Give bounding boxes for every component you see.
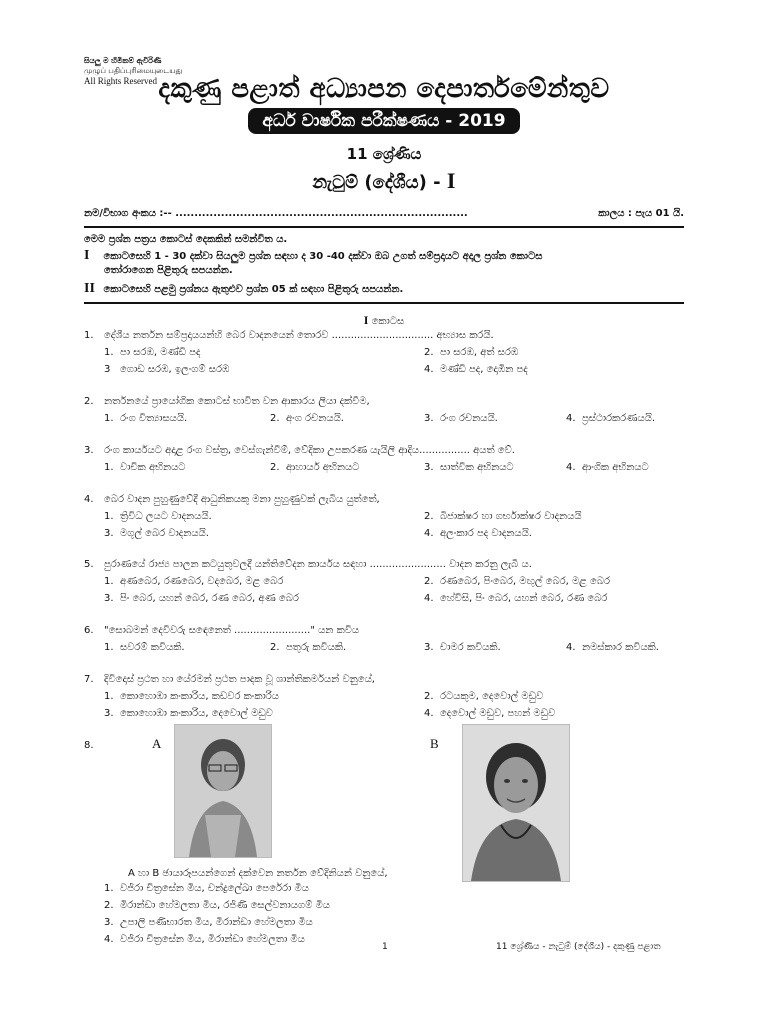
option-1[interactable]: 1. පා සරඹ, මණ්ඩි පද	[104, 347, 201, 358]
instruction-part-ii	[84, 281, 684, 297]
question-8-text: A හා B ඡායාරූපයන්ගෙන් දක්වෙන නර්තන වේදිනියන් වනුයේ,	[128, 868, 388, 879]
department-title: දකුණු පළාත් අධ්‍යාපන දෙපාර්තමේන්තුව	[158, 74, 610, 104]
subject-label: නැටුම් (දේශීය) -	[312, 172, 441, 193]
q8-option-4[interactable]: 4. වජිරා චිත්‍රසේන මිය, මිරාන්ඩා හේමලතා මිය	[104, 934, 305, 945]
q8-option-3[interactable]: 3. උපාලි පණිභාරත මිය, මිරාන්ඩා හේමලතා මිය	[104, 917, 313, 928]
divider-top	[84, 226, 684, 228]
question-text: දේශීය නර්තන සම්ප්‍රදායයන්හි බෙර වාදනයෙන් තොරව ................................ අභ්‍යාස කරයි.	[104, 330, 494, 341]
option-3[interactable]: 3. පිං බෙර, යහන් බෙර, රණ බෙර, අණ බෙර	[104, 593, 299, 604]
divider-bottom	[84, 302, 684, 304]
option-2[interactable]: 2. අංග රචනයයි.	[270, 413, 344, 424]
option-2[interactable]: 2. රටයකුම, දෙවොල් මඩුව	[424, 691, 544, 702]
question-number: 8.	[84, 740, 94, 751]
rights-line-tamil: முழுப் பதிப்புரிமையுடையது	[84, 66, 183, 75]
option-4[interactable]: 4. ප්‍රස්ථාරකරණයයි.	[566, 413, 656, 424]
name-row	[84, 208, 684, 219]
option-4[interactable]: 4. අලංකාර පද වාදනයයි.	[424, 528, 532, 539]
instruction-part-i-text: කොටසෙහි 1 - 30 දක්වා සියලුම ප්‍රශ්න සඳහා ද 30 -40 දක්වා ඔබ උගත් සම්ප්‍රදායට අදාල ප්‍රශ්න කොටස	[103, 251, 543, 262]
question-5	[84, 557, 684, 607]
question-text: නර්තනයේ ප්‍රායෝගික කොටස් භාවිත වන ආකාරය ලියා දක්වීම,	[104, 396, 370, 407]
option-4[interactable]: 4. දෙවොල් මඩුව, පහන් මඩුව	[424, 708, 556, 719]
instruction-part-ii-text: කොටසෙහි පළමු ප්‍රශ්නය ඇතුළුව ප්‍රශ්න 05 ක් සඳහා පිළිතුරු සපයන්න.	[103, 284, 404, 295]
question-1	[84, 328, 684, 378]
question-text: බෙර වාදන පුහුණුවේදී ආධුනිකයකු මනා පුහුණුවක් ලැබිය යුත්තේ,	[104, 494, 380, 505]
photo-a-label: A	[152, 736, 162, 751]
option-1[interactable]: 1. ත්‍රිවිධ ලයට වාදනයයි.	[104, 511, 212, 522]
exam-title: අර්ධ වාර්ෂික පරීක්ෂණය - 2019	[248, 108, 519, 134]
question-3	[84, 443, 684, 477]
option-1[interactable]: 1. සවරම් කවියකි.	[104, 642, 185, 653]
option-3[interactable]: 3. චාමර කවියකි.	[424, 642, 501, 653]
part-label: කොටස	[371, 316, 405, 327]
photo-a	[174, 724, 272, 858]
question-number: 7.	[84, 674, 94, 685]
photo-b	[462, 724, 570, 882]
question-text: රංග කාර්යයට අදාළ රංග වස්ත්‍ර, වෙස්ගැන්වීම්, වේදිකා උපකරණ යැයිලි ආදිය................ අයත් වේ.	[104, 445, 515, 456]
question-text: දිවිදොස් ප්‍රථත හා යේරමන් ප්‍රථත පාදක වූ ශාන්තිකර්මයන් වනුයේ,	[104, 674, 375, 685]
part-heading	[0, 313, 768, 328]
option-1[interactable]: 1. අණබෙර, රණබෙර, වදබෙර, මළ බෙර	[104, 576, 284, 587]
option-1[interactable]: 1. රංග විත්‍යාසයයි.	[104, 413, 188, 424]
option-4[interactable]: 4. මණ්ඩි පද, දොඹින පද	[424, 364, 528, 375]
question-text: පුරාණයේ රාජ්‍ය පාලන කටයුතුවලදී යන්තිවේදන කාර්යය සඳහා ........................ වාදන කරනු ලැබී ය.	[104, 559, 532, 570]
question-number: 6.	[84, 625, 94, 636]
option-3[interactable]: 3. කොහොඹා කංකාරිය, දෙවොල් මඩුව	[104, 708, 273, 719]
rights-line-english: All Rights Reserved	[84, 76, 157, 86]
question-4	[84, 492, 684, 542]
option-4[interactable]: 4. නමස්කාර කවියකි.	[566, 642, 659, 653]
instruction-part-i-cont: තෝරාගෙන පිළිතුරු සපයන්න.	[104, 265, 233, 276]
option-1[interactable]: 1. කොහොඹා කංකාරිය, කඩවර කංකාරිය	[104, 691, 279, 702]
time-label: කාලය : පැය 01 යි.	[598, 208, 684, 219]
instruction-part-ii-num: II	[84, 281, 95, 296]
option-3[interactable]: 3. මගුල් බෙර වාදනයයි.	[104, 528, 209, 539]
subject-title	[0, 168, 768, 194]
option-3[interactable]: 3. රංග රචනයයි.	[424, 413, 498, 424]
instruction-part-i	[84, 248, 684, 264]
option-2[interactable]: 2. බිජාක්ෂර හා ගර්භාක්ෂර වාදනයයි	[424, 511, 582, 522]
question-6	[84, 623, 684, 657]
question-number: 1.	[84, 330, 94, 341]
option-3[interactable]: 3. සාත්වික අභිනයට	[424, 462, 514, 473]
grade-label: 11 ශ්‍රේණිය	[346, 145, 422, 163]
rights-line-sinhala: සියලු ම හිමිකම් ඇවිරිණි	[84, 56, 162, 65]
question-7	[84, 672, 684, 722]
q8-option-1[interactable]: 1. වජිරා චිත්‍රසේන මිය, චන්ද්‍රලේඛා පෙරේරා මිය	[104, 883, 309, 894]
option-2[interactable]: 2. ආහාර්ය අභිනයට	[270, 462, 360, 473]
question-number: 2.	[84, 396, 94, 407]
portrait-b-illustration	[463, 725, 569, 881]
portrait-a-illustration	[175, 725, 271, 857]
question-text: "සොබමන් දෙවිවරු සඳෙනෙත් ........................" යන කවිය	[104, 625, 360, 636]
question-number: 4.	[84, 494, 94, 505]
question-number: 3.	[84, 445, 94, 456]
question-2	[84, 394, 684, 428]
option-4[interactable]: 4. හේවිසි, පිං බෙර, යහන් බෙර, රණ බෙර	[424, 593, 608, 604]
option-3[interactable]: 3 ගොඩ සරඹ, ඉලංගම් සරඹ	[104, 364, 230, 375]
option-2[interactable]: 2. පතුරු කවියකි.	[270, 642, 347, 653]
page-number: 1	[382, 942, 388, 952]
instruction-part-i-num: I	[84, 248, 90, 263]
option-1[interactable]: 1. වාචික අභිනයට	[104, 462, 186, 473]
subject-roman: I	[446, 168, 456, 193]
exam-banner	[0, 108, 768, 134]
footer-caption: 11 ශ්‍රේණිය - නැටුම් (දේශීය) - දකුණු පළාත	[496, 942, 661, 952]
q8-option-2[interactable]: 2. මිරාන්ඩා හේමලතා මිය, රජිණි සෙල්වනායගම් මිය	[104, 900, 330, 911]
option-2[interactable]: 2. පා සරඹ, අත් සරඹ	[424, 347, 519, 358]
option-4[interactable]: 4. ආංගික අභිනයට	[566, 462, 649, 473]
instruction-intro: මෙම ප්‍රශ්න පත්‍රය කොටස් දෙකකින් සමන්විත ය.	[84, 234, 288, 245]
part-roman: I	[363, 313, 369, 327]
option-2[interactable]: 2. රණබෙර, පිංබෙර, මඟුල් බෙර, මළ බෙර	[424, 576, 610, 587]
name-field-label: නම/විභාග අංකය :-- .............................................................................	[84, 208, 468, 219]
photo-b-label: B	[430, 736, 439, 751]
question-number: 5.	[84, 559, 94, 570]
